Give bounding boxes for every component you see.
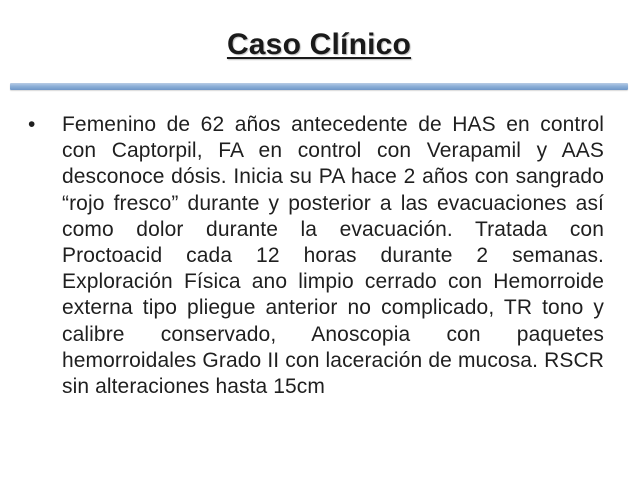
case-description: Femenino de 62 años antecedente de HAS en control con Captorpil, FA en control con Verapamil y AAS desconoce dósis. Inicia su PA hace 2 años con sangrado “rojo fresco” durante y posterior a las evacuaciones así como dolor durante la evacuación. Tratada con Proctoacid cada 12 horas durante 2 semanas. Exploración Física ano limpio cerrado con Hemorroide externa tipo pliegue anterior no complicado, TR tono y calibre conservado, Anoscopia con paquetes hemorroidales Grado II con laceración de mucosa. RSCR sin alteraciones hasta 15cm: [62, 113, 604, 399]
slide-content: [28, 112, 604, 400]
bullet-item: [28, 112, 604, 400]
slide-title: Caso Clínico: [226, 28, 412, 61]
title-divider: [10, 83, 628, 90]
bullet-icon: •: [28, 113, 36, 136]
